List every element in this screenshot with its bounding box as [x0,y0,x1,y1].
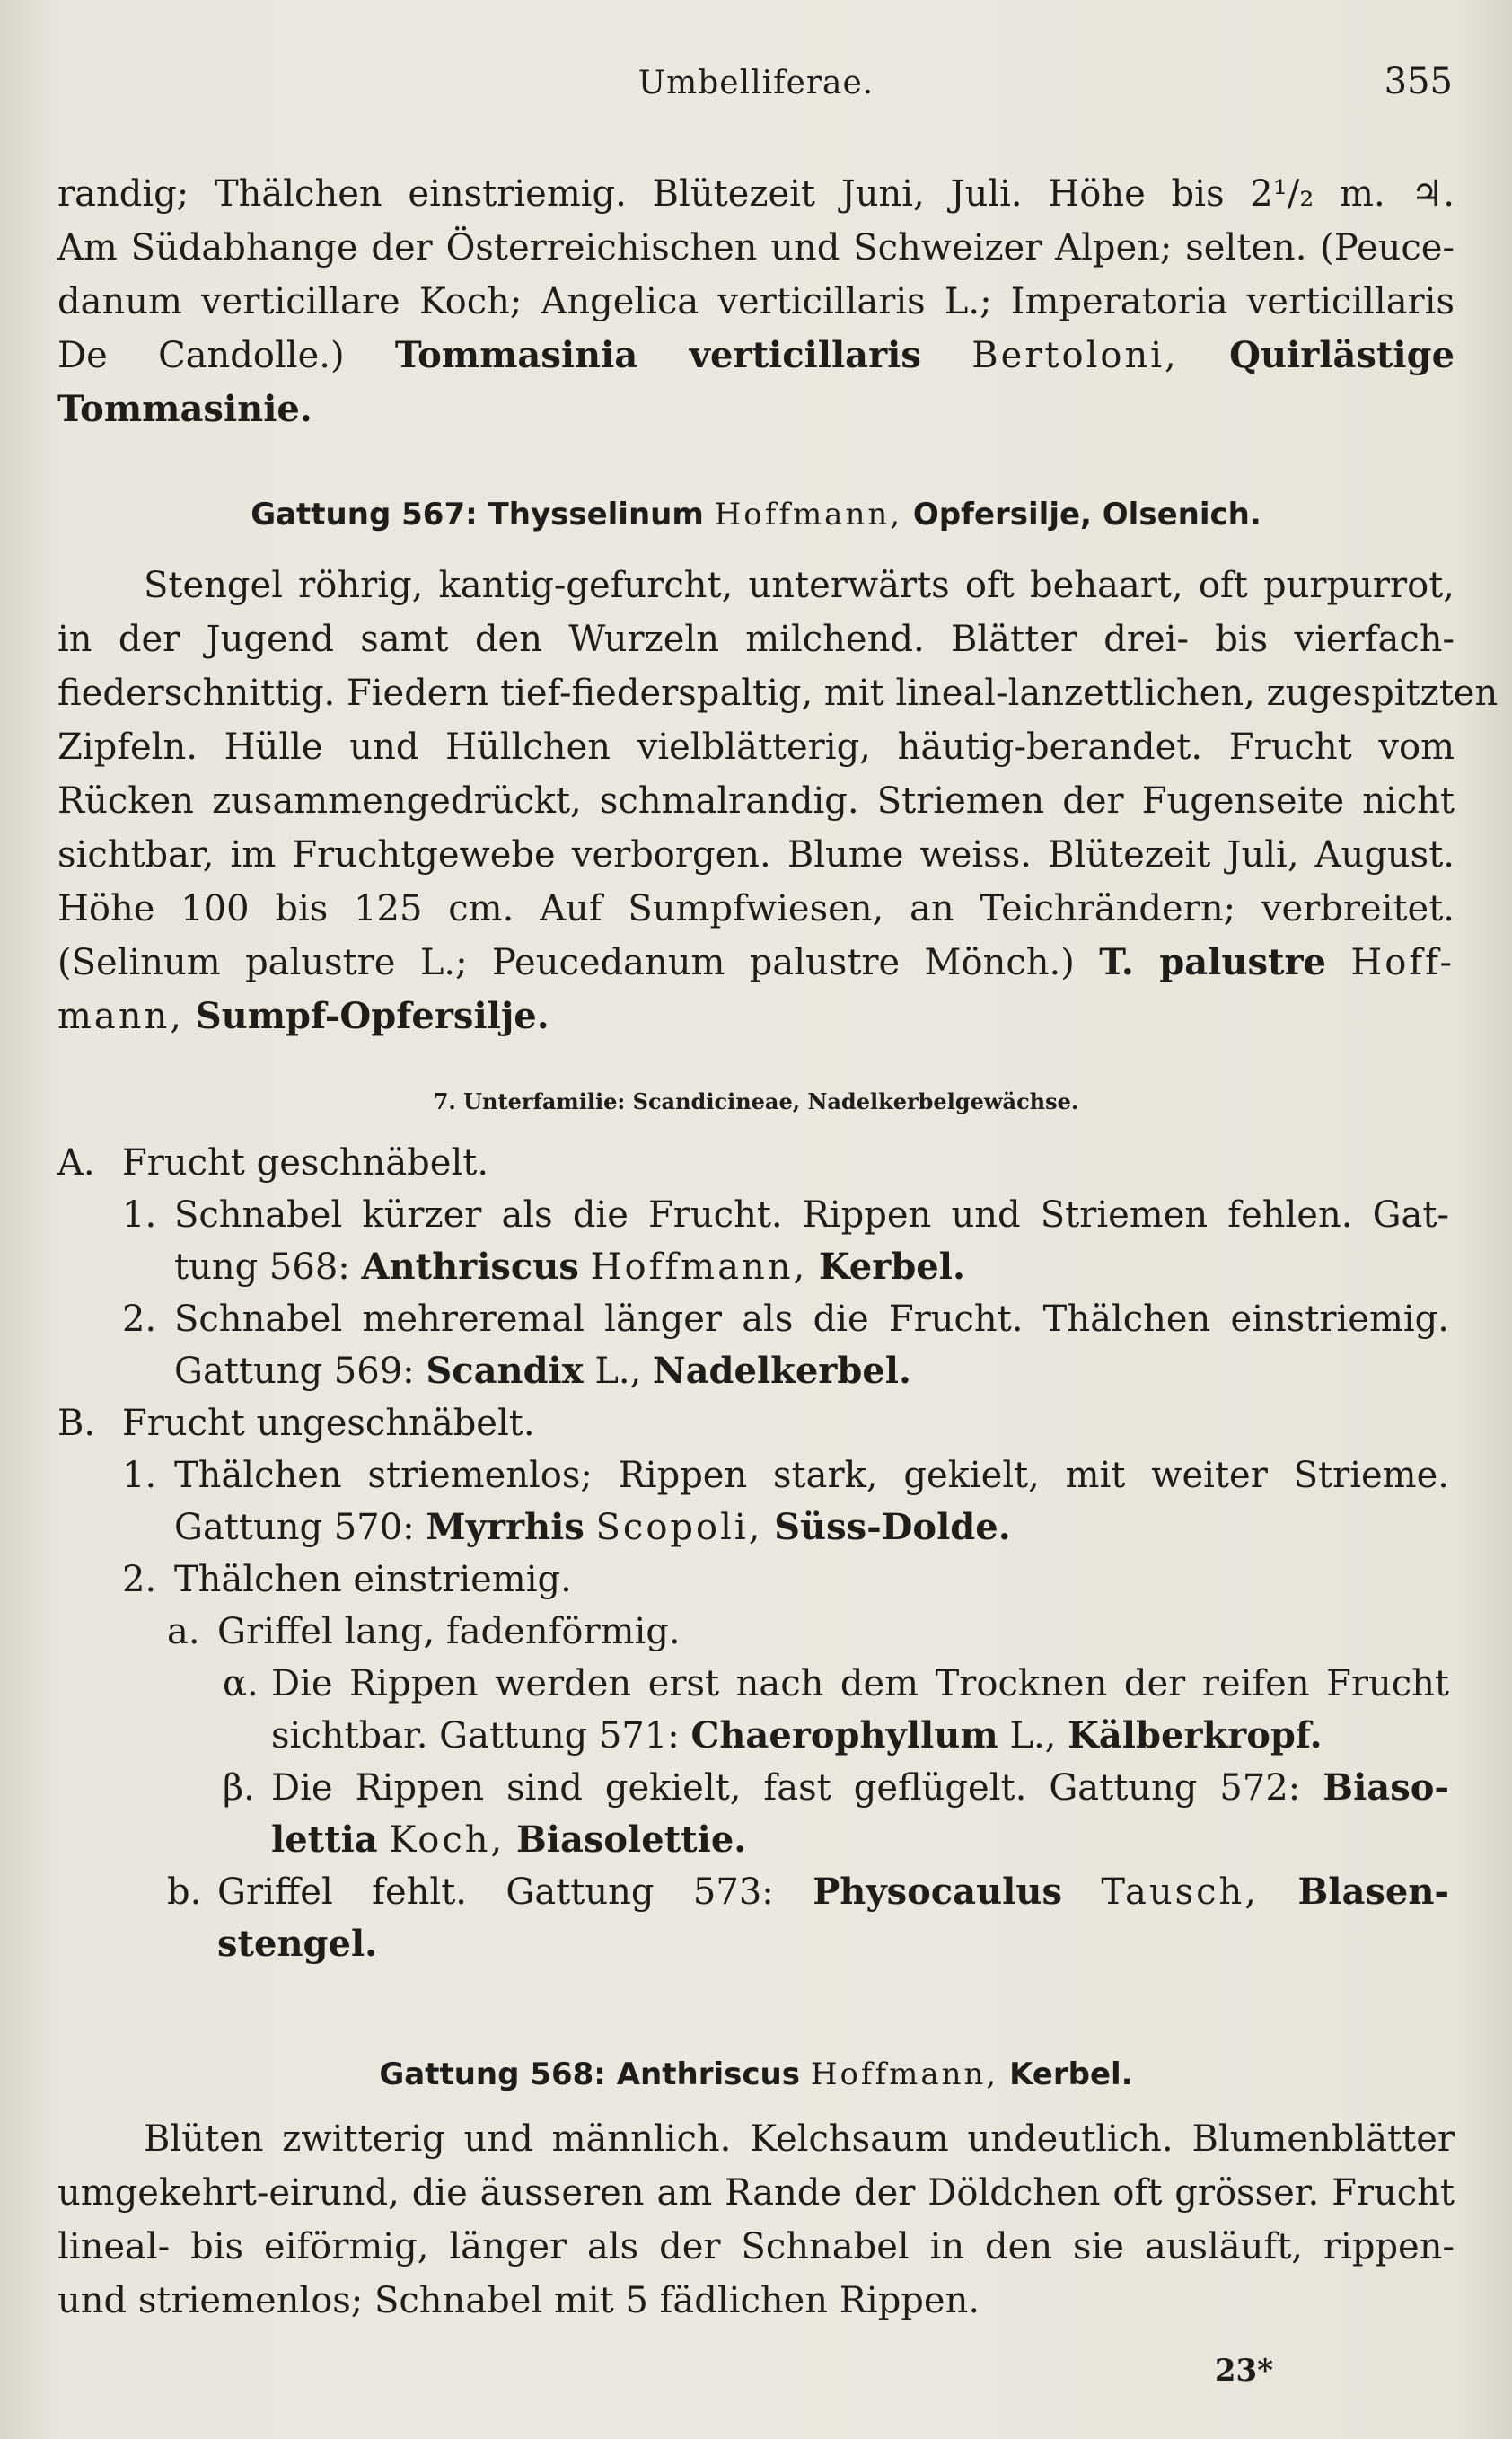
author-name: Bertoloni, [971,335,1179,376]
common-name: Nadelkerbel. [653,1350,911,1392]
running-title: Umbelliferae. [637,65,875,101]
common-name: Kerbel. [818,1246,965,1288]
text-line [57,329,1455,383]
common-name: Süss-Dolde. [774,1506,1011,1548]
text-span: Gattung 569: [174,1351,415,1392]
author-name: Koch, [389,1819,505,1861]
text-line: danum verticillare Koch; Angelica verticillaris L.; Imperatoria verticillaris [57,281,1455,322]
signature-mark: 23* [1214,2353,1273,2389]
author-name: Tausch, [1101,1871,1259,1913]
key-text: Die Rippen werden erst nach dem Trocknen der reifen Frucht [271,1663,1449,1704]
genus-name: lettia [271,1818,378,1861]
text-span: (Selinum palustre L.; Peucedanum palustre Mönch.) [57,942,1075,983]
key-item-B2a [0,1606,1512,1658]
genus-key [0,1137,1512,1970]
key-item-B2 [0,1554,1512,1606]
key-item-B2b [0,1866,1512,1970]
text-line: umgekehrt-eirund, die äusseren am Rande der Döldchen oft grösser. Frucht [57,2172,1455,2214]
genus-name: Scandix [426,1350,584,1392]
common-name: Biasolettie. [515,1818,747,1861]
paragraph-thysselinum [57,559,1499,1043]
paragraph-anthriscus [57,2112,1455,2328]
author-name: Hoff- [1350,942,1455,983]
genus-name: Biaso- [1323,1766,1450,1809]
genus-author: Hoffmann, [714,497,903,533]
text-line: Höhe 100 bis 125 cm. Auf Sumpfwiesen, an Teichrändern; verbreitet. [57,888,1455,929]
genus-prefix: Gattung 567: [251,497,478,533]
key-text: Schnabel kürzer als die Frucht. Rippen und Striemen fehlen. Gat- [174,1194,1449,1236]
text-line [57,990,1455,1043]
key-text: Frucht ungeschnäbelt. [122,1403,535,1444]
key-item-alpha [0,1658,1512,1762]
species-name: Tommasinia verticillaris [394,334,921,376]
key-text: Frucht geschnäbelt. [122,1142,489,1184]
common-name: Kälberkropf. [1068,1714,1323,1757]
text-line: Blüten zwitterig und männlich. Kelchsaum undeutlich. Blumenblätter [144,2118,1455,2160]
key-text: Thälchen einstriemig. [174,1559,572,1600]
text-line [57,936,1455,990]
common-name: Blasen- [1297,1871,1450,1913]
common-name: stengel. [217,1923,378,1965]
text-span: Die Rippen sind gekielt, fast geflügelt. Gattung 572: [271,1767,1301,1809]
text-line: Rücken zusammengedrückt, schmalrandig. Striemen der Fugenseite nicht [57,780,1455,822]
genus-name: Myrrhis [426,1506,585,1548]
key-text [271,1814,746,1866]
key-label: A. [57,1142,95,1184]
key-text [271,1762,1449,1814]
genus-name: Anthriscus [361,1246,579,1288]
author-name: Hoffmann, [590,1246,808,1288]
key-label: α. [223,1663,259,1704]
key-item-B1 [0,1449,1512,1554]
text-line: Zipfeln. Hülle und Hüllchen vielblätterig, häutig-berandet. Frucht vom [57,726,1455,768]
species-name: T. palustre [1099,941,1326,983]
key-text [217,1866,1449,1918]
author-name: L., [1009,1715,1057,1757]
key-label: 2. [122,1299,157,1340]
genus-prefix: Gattung 568: [379,2056,606,2092]
key-text [174,1501,1011,1554]
key-item-beta [0,1762,1512,1866]
text-span: Griffel fehlt. Gattung 573: [217,1871,774,1913]
key-item-B [0,1397,1512,1449]
key-label: B. [57,1403,96,1444]
genus-common-name: Kerbel. [1009,2056,1133,2092]
text-line: randig; Thälchen einstriemig. Blütezeit Juni, Juli. Höhe bis 2¹/₂ m. ♃. [57,173,1455,215]
genus-author: Hoffmann, [810,2056,999,2092]
key-label: 1. [122,1194,157,1236]
text-line: sichtbar, im Fruchtgewebe verborgen. Blume weiss. Blütezeit Juli, August. [57,834,1455,876]
author-name: Scopoli, [595,1507,763,1548]
key-label: a. [167,1611,200,1652]
text-line: fiederschnittig. Fiedern tief-fiederspaltig, mit lineal-lanzettlichen, zugespitzten [57,673,1499,714]
text-line: lineal- bis eiförmig, länger als der Schnabel in den sie ausläuft, rippen- [57,2226,1455,2267]
text-line: Am Südabhange der Österreichischen und Schweizer Alpen; selten. (Peuce- [57,227,1455,269]
key-item-A2 [0,1293,1512,1397]
key-text [174,1241,965,1293]
key-text: Schnabel mehreremal länger als die Frucht. Thälchen einstriemig. [174,1299,1449,1340]
text-span: sichtbar. Gattung 571: [271,1715,680,1757]
text-span: De Candolle.) [57,335,345,376]
page-number: 355 [1384,61,1453,102]
text-line: Stengel röhrig, kantig-gefurcht, unterwärts oft behaart, oft purpurrot, [144,565,1455,606]
common-name: Tommasinie. [57,388,312,430]
genus-heading-568 [0,2056,1512,2092]
author-name: mann, [57,996,185,1037]
key-label: 2. [122,1559,157,1600]
key-text [271,1710,1323,1762]
key-label: b. [167,1871,202,1913]
genus-name: Physocaulus [813,1871,1062,1913]
genus-name: Anthriscus [616,2056,800,2092]
subfamily-heading: 7. Unterfamilie: Scandicineae, Nadelkerbelgewächse. [433,1088,1079,1114]
genus-name: Thysselinum [488,497,704,533]
key-item-A1 [0,1189,1512,1293]
text-span: Gattung 570: [174,1507,415,1548]
key-item-A [0,1137,1512,1189]
genus-heading-567 [0,497,1512,533]
key-text: Thälchen striemenlos; Rippen stark, gekielt, mit weiter Strieme. [174,1455,1449,1496]
paragraph-tommasinia [57,167,1455,436]
key-text: Griffel lang, fadenförmig. [217,1611,681,1652]
genus-common-name: Opfersilje, Olsenich. [912,497,1261,533]
text-line: und striemenlos; Schnabel mit 5 fädlichen Rippen. [57,2280,980,2321]
key-text [174,1345,911,1397]
text-line: in der Jugend samt den Wurzeln milchend. Blätter drei- bis vierfach- [57,619,1455,660]
common-name: Sumpf-Opfersilje. [195,995,549,1037]
author-name: L., [594,1351,642,1392]
key-label: β. [223,1767,255,1809]
key-label: 1. [122,1455,157,1496]
common-name: Quirlästige [1229,334,1455,376]
text-span: tung 568: [174,1246,350,1288]
genus-name: Chaerophyllum [690,1714,998,1757]
